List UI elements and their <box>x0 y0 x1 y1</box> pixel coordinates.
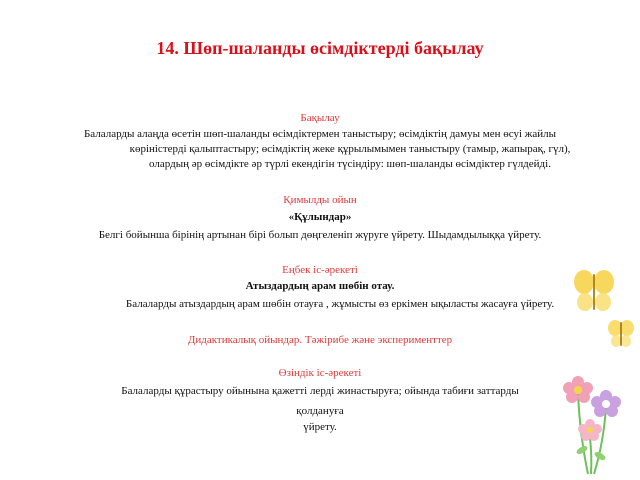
small-butterfly-icon <box>607 318 635 350</box>
section-heading-labor: Еңбек іс-әрекеті <box>282 264 358 276</box>
observation-text-line-2: көріністерді қалыптастыру; өсімдіктің жеке құрылымымен таныстыру (тамыр, жапырақ, гүл), <box>129 143 571 155</box>
slide-title: 14. Шөп-шаланды өсімдіктерді бақылау <box>156 38 484 58</box>
section-heading-active-game: Қимылды ойын <box>283 194 357 206</box>
observation-text-line-3: олардың әр өсімдікте әр түрлі екендігін түсіндіру: шөп-шаланды өсімдіктер гүлдейді. <box>149 158 551 170</box>
section-heading-observation: Бақылау <box>300 112 340 124</box>
labor-subtitle: Атыздардың арам шөбін отау. <box>245 280 395 292</box>
yellow-butterfly-icon <box>572 268 616 316</box>
independent-text-line-1: Балаларды құрастыру ойынына қажетті лерді жинастыруға; ойында табиғи заттарды <box>121 385 519 397</box>
section-heading-didactic: Дидактикалық ойындар. Тәжірибе және эксперименттер <box>187 334 453 346</box>
section-heading-independent: Өзіндік іс-әрекеті <box>278 367 362 379</box>
flowers-icon <box>560 366 640 476</box>
independent-text-line-3: үйрету. <box>303 421 337 433</box>
observation-text-line-1: Балаларды алаңда өсетін шөп-шаланды өсімдіктермен таныстыру; өсімдіктің дамуы мен өсуі жайлы <box>83 128 557 140</box>
game-name: «Құлындар» <box>288 211 352 223</box>
labor-description: Балаларды атыздардың арам шөбін отауға , жұмысты өз еркімен ықыласты жасауға үйрету. <box>125 298 555 310</box>
independent-text-line-2: қолдануға <box>296 405 344 417</box>
game-description: Белгі бойынша бірінің артынан бірі болып дөңгеленіп жүруге үйрету. Шыдамдылыққа үйрету. <box>98 229 542 241</box>
